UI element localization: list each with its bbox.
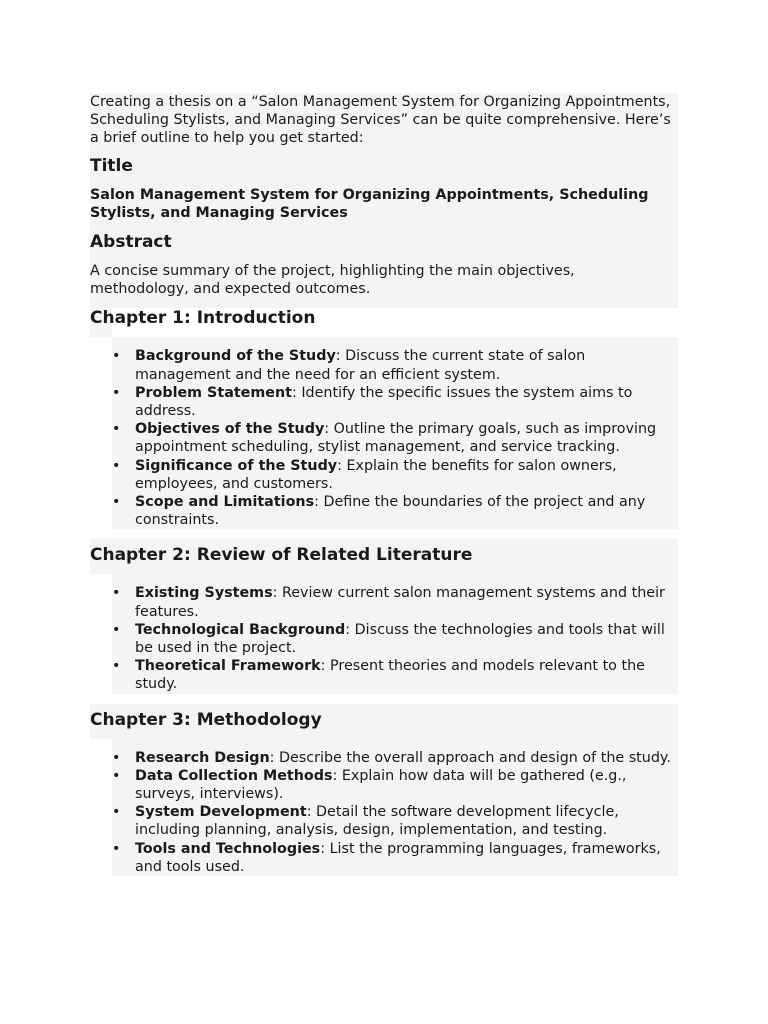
list-item-term: Background of the Study — [135, 348, 336, 365]
bullet: • — [112, 585, 121, 602]
list-item-term: Existing Systems — [135, 585, 273, 602]
list-item-term: Significance of the Study — [135, 457, 338, 474]
list-item-desc: : Identify the specific issues the system aims to address. — [135, 384, 633, 420]
list-item-desc: : List the programming languages, frameworks, and tools used. — [135, 840, 661, 875]
list-item — [90, 621, 678, 657]
list-item-term: Technological Background — [135, 621, 346, 638]
list-item — [90, 384, 678, 420]
list-item — [90, 420, 678, 456]
chapter-1-heading: Chapter 1: Introduction — [90, 308, 112, 337]
list-item — [90, 457, 678, 493]
bullet: • — [112, 384, 121, 401]
list-item-desc: : Explain how data will be gathered (e.g., surveys, interviews). — [135, 767, 627, 803]
thesis-title: Salon Management System for Organizing Appointments, Scheduling Stylists, and Managing Services — [90, 186, 649, 221]
list-item-term: Objectives of the Study — [135, 421, 325, 438]
list-item-term: Research Design — [135, 749, 270, 766]
chapter-2-list — [90, 584, 678, 693]
list-item-term: Theoretical Framework — [135, 658, 321, 675]
bullet: • — [112, 840, 121, 857]
list-item-term: Data Collection Methods — [135, 767, 333, 784]
list-item-term: Tools and Technologies — [135, 840, 321, 857]
list-item-desc: : Explain the benefits for salon owners, employees, and customers. — [135, 457, 617, 492]
list-item — [90, 803, 678, 839]
list-item — [90, 347, 678, 383]
list-item-desc: : Detail the software development lifecycle, including planning, analysis, design, implementation, and testing. — [135, 804, 619, 839]
chapter-2-heading: Chapter 2: Review of Related Literature — [90, 539, 678, 574]
list-item — [90, 657, 678, 693]
chapter-1 — [90, 308, 678, 529]
list-item-term: Problem Statement — [135, 384, 292, 401]
chapter-3 — [90, 704, 678, 876]
list-item-desc: : Discuss the technologies and tools that will be used in the project. — [135, 621, 665, 657]
chapter-1-list — [90, 347, 678, 529]
list-item — [90, 749, 678, 767]
list-item-term: System Development — [135, 804, 307, 821]
bullet: • — [112, 804, 121, 821]
abstract-paragraph: A concise summary of the project, highlighting the main objectives, methodology, and expected outcomes. — [90, 263, 575, 298]
bullet: • — [112, 767, 121, 784]
bullet: • — [112, 494, 121, 511]
bullet: • — [112, 348, 121, 365]
list-item — [90, 584, 678, 620]
title-heading: Title — [90, 155, 133, 176]
bullet: • — [112, 658, 121, 675]
list-item-desc: : Review current salon management systems and their features. — [135, 585, 665, 620]
list-item — [90, 767, 678, 803]
bullet: • — [112, 421, 121, 438]
abstract-heading: Abstract — [90, 232, 172, 253]
bullet: • — [112, 749, 121, 766]
intro-block — [90, 93, 678, 308]
bullet: • — [112, 457, 121, 474]
document-page — [90, 93, 678, 876]
list-item-desc: : Outline the primary goals, such as improving appointment scheduling, stylist management, and service tracking. — [135, 421, 657, 456]
list-item-desc: : Define the boundaries of the project and any constraints. — [135, 494, 646, 529]
chapter-3-heading: Chapter 3: Methodology — [90, 704, 678, 739]
intro-paragraph: Creating a thesis on a “Salon Management System for Organizing Appointments, Scheduling Stylists, and Managing Services” can be quite comprehensive. Here’s a brief outline to help you get started: — [90, 94, 671, 147]
list-item-desc: : Present theories and models relevant to the study. — [135, 658, 645, 693]
list-item — [90, 493, 678, 529]
list-item — [90, 840, 678, 876]
chapter-2 — [90, 539, 678, 693]
list-item-term: Scope and Limitations — [135, 494, 315, 511]
chapter-3-list — [90, 749, 678, 876]
list-item-desc: : Discuss the current state of salon management and the need for an efficient system. — [135, 348, 586, 383]
bullet: • — [112, 621, 121, 638]
list-item-desc: : Describe the overall approach and design of the study. — [269, 749, 671, 766]
